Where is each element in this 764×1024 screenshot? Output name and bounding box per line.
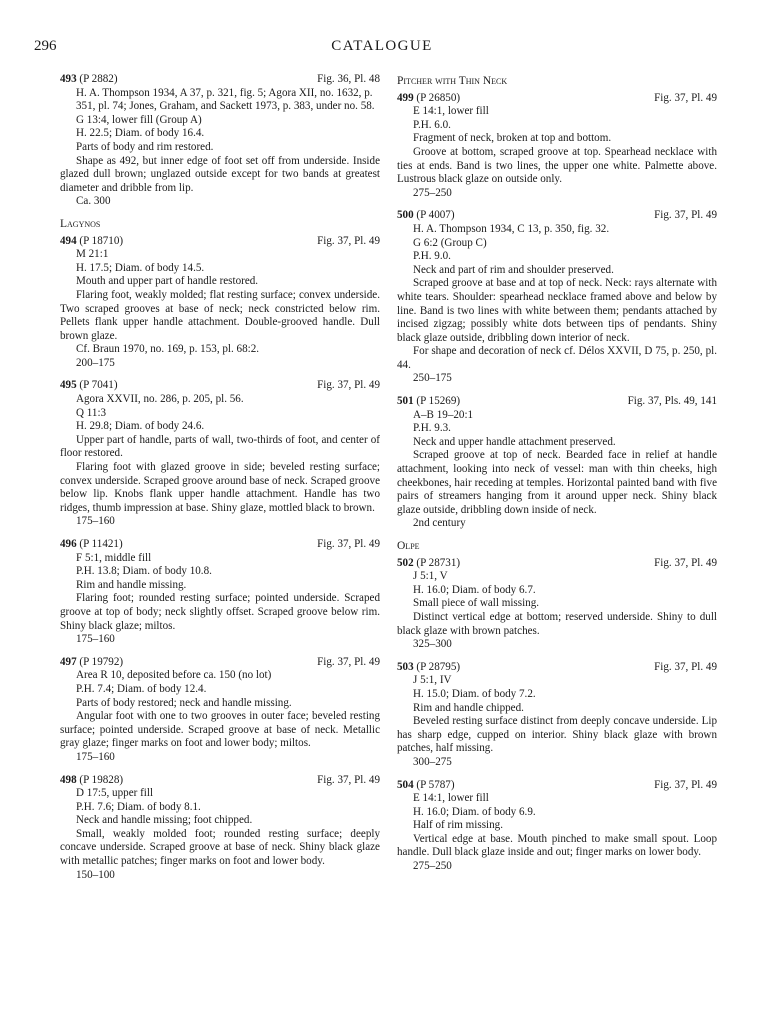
entry-line: H. 29.8; Diam. of body 24.6. (76, 420, 205, 433)
entry-line: Beveled resting surface distinct from deeply concave underside. Lip has sharp edge, cupped on interior. Shiny black glaze with brown patches, half missing. (397, 715, 717, 755)
entry-number: 499 (397, 91, 414, 104)
entry-line: 150–100 (76, 868, 115, 881)
entry-line: Shape as 492, but inner edge of foot set off from underside. Inside glazed dull brown; unglazed outside except for two bands at greatest diameter and dribble from lip. (60, 154, 380, 194)
left-column (60, 73, 380, 891)
entry-line: Parts of body and rim restored. (76, 140, 214, 153)
entry-line: Half of rim missing. (413, 819, 503, 832)
inventory-number: (P 7041) (79, 379, 118, 392)
figure-reference: Fig. 37, Pl. 49 (317, 538, 380, 550)
entry-id (397, 92, 460, 106)
entry-line: Ca. 300 (76, 195, 111, 208)
inventory-number: (P 28795) (416, 660, 461, 673)
entry-line: Scraped groove at top of neck. Bearded face in relief at handle attachment, looking into neck of vessel: man with thin cheeks, high cheekbones, hair receding at temples. Horizontal painted band with five pairs of streamers hanging from it around upper neck. Shiny black glaze outside, dribbling down inside of neck. (397, 449, 717, 516)
entry-line: H. 16.0; Diam. of body 6.9. (413, 805, 536, 818)
entry-id (60, 774, 123, 788)
entry-id (397, 209, 455, 223)
entry-heading (60, 73, 380, 87)
entry-id (60, 656, 123, 670)
entry-number: 496 (60, 538, 77, 550)
section-title: Olpe (397, 540, 420, 552)
entry-line: H. 22.5; Diam. of body 16.4. (76, 127, 205, 140)
catalogue-entry (60, 235, 380, 371)
entry-line: F 5:1, middle fill (76, 551, 152, 564)
catalogue-entry (397, 92, 717, 201)
catalogue-entry (397, 779, 717, 874)
figure-reference: Fig. 37, Pl. 49 (317, 655, 380, 668)
entry-line: Rim and handle chipped. (413, 701, 524, 714)
entry-line: H. 17.5; Diam. of body 14.5. (76, 261, 205, 274)
entry-line: Groove at bottom, scraped groove at top. Spearhead necklace with ties at ends. Band is two lines, the upper one white. Palmette above. Lustrous black glaze on outside only. (397, 145, 717, 186)
catalogue-entry (397, 395, 717, 531)
entry-heading (397, 557, 717, 571)
figure-reference: Fig. 37, Pl. 49 (654, 778, 717, 791)
section-title: Lagynos (60, 217, 101, 230)
figure-reference: Fig. 36, Pl. 48 (317, 73, 380, 85)
entry-heading (60, 538, 380, 552)
entry-line: Distinct vertical edge at bottom; reserved underside. Shiny to dull black glaze with brown patches. (397, 610, 717, 637)
entry-line: H. A. Thompson 1934, C 13, p. 350, fig. 32. (413, 222, 610, 235)
entry-heading (397, 209, 717, 223)
right-column (397, 73, 717, 883)
entry-line: 325–300 (413, 638, 452, 651)
entry-line: 175–160 (76, 750, 115, 763)
entry-number: 500 (397, 209, 414, 222)
entry-line: Rim and handle missing. (76, 578, 187, 591)
entry-number: 493 (60, 73, 77, 85)
entry-heading (397, 779, 717, 793)
figure-reference: Fig. 37, Pl. 49 (654, 91, 717, 104)
entry-line: Agora XXVII, no. 286, p. 205, pl. 56. (76, 393, 244, 406)
entry-number: 504 (397, 778, 414, 791)
entry-number: 495 (60, 379, 77, 392)
catalogue-entry (60, 538, 380, 647)
entry-line: Neck and part of rim and shoulder preserved. (413, 263, 614, 276)
entry-line: M 21:1 (76, 248, 109, 261)
catalogue-entry (60, 379, 380, 529)
entry-line: 275–250 (413, 860, 452, 873)
figure-reference: Fig. 37, Pl. 49 (317, 379, 380, 392)
entry-line: Flaring foot with glazed groove in side; beveled resting surface; convex underside. Scraped groove around base of neck. Scraped groove below lip. Knobs flank upper handle attachment. Handle has two ridges, thumb impression at base. Shiny glaze, mottled black to brown. (60, 461, 380, 514)
entry-heading (397, 92, 717, 106)
entry-line: J 5:1, V (413, 570, 448, 583)
figure-reference: Fig. 37, Pls. 49, 141 (627, 395, 717, 408)
entry-line: H. 15.0; Diam. of body 7.2. (413, 687, 536, 700)
entry-line: Vertical edge at base. Mouth pinched to make small spout. Loop handle. Dull black glaze inside and out; finger marks on lower body. (397, 832, 717, 859)
entry-id (60, 538, 123, 552)
entry-id (60, 379, 118, 393)
entry-id (397, 557, 460, 571)
figure-reference: Fig. 37, Pl. 49 (654, 660, 717, 673)
running-title: CATALOGUE (331, 38, 433, 54)
entry-number: 501 (397, 395, 414, 408)
entry-line: E 14:1, lower fill (413, 105, 489, 118)
entry-heading (397, 661, 717, 675)
entry-line: Parts of body restored; neck and handle missing. (76, 696, 292, 709)
inventory-number: (P 4007) (416, 209, 455, 222)
entry-number: 498 (60, 773, 77, 786)
entry-line: Scraped groove at base and at top of neck. Neck: rays alternate with white tears. Shoulder: spearhead necklace framed above and below by line. Band is two lines with white between them; pendants attached by incised zigzag; possibly white dots between tips of pendants. Shiny black glaze outside, dribbling down interior of neck. (397, 277, 717, 344)
entry-heading (397, 395, 717, 409)
entry-line: Q 11:3 (76, 406, 107, 419)
page-number: 296 (34, 38, 57, 54)
inventory-number: (P 19828) (79, 773, 124, 786)
entry-line: 300–275 (413, 755, 452, 768)
entry-line: Neck and handle missing; foot chipped. (76, 814, 253, 827)
figure-reference: Fig. 37, Pl. 49 (317, 773, 380, 786)
section-title: Pitcher with Thin Neck (397, 75, 508, 87)
entry-line: A–B 19–20:1 (413, 408, 474, 421)
inventory-number: (P 11421) (79, 538, 123, 550)
catalogue-entry (397, 557, 717, 652)
catalogue-entry (60, 73, 380, 209)
entry-line: P.H. 13.8; Diam. of body 10.8. (76, 565, 212, 578)
figure-reference: Fig. 37, Pl. 49 (654, 209, 717, 222)
entry-line: G 6:2 (Group C) (413, 236, 487, 249)
entry-line: 175–160 (76, 633, 115, 646)
entry-id (397, 661, 460, 675)
inventory-number: (P 2882) (79, 73, 118, 85)
entry-line: Flaring foot, weakly molded; flat resting surface; convex underside. Two scraped grooves at base of neck; neck constricted below rim. Pellets flank upper handle attachment. Double-grooved handle. Dull brown glaze. (60, 288, 380, 342)
catalogue-entry (60, 774, 380, 883)
catalogue-entry (397, 661, 717, 770)
entry-line: 250–175 (413, 372, 452, 385)
entry-heading (60, 379, 380, 393)
entry-line: Neck and upper handle attachment preserved. (413, 435, 616, 448)
entry-id (60, 73, 118, 87)
entry-line: P.H. 9.3. (413, 422, 451, 435)
entry-line: Small, weakly molded foot; rounded resting surface; deeply concave underside. Scraped groove at base of neck. Shiny black glaze with metallic patches; finger marks on foot and lower body. (60, 827, 380, 868)
entry-line: Area R 10, deposited before ca. 150 (no lot) (76, 669, 272, 682)
entry-line: Flaring foot; rounded resting surface; pointed underside. Scraped groove at top of body; neck slightly offset. Scraped groove below rim. Shiny black glaze; miltos. (60, 592, 380, 632)
entry-id (397, 779, 455, 793)
figure-reference: Fig. 37, Pl. 49 (317, 234, 380, 247)
entry-line: Cf. Braun 1970, no. 169, p. 153, pl. 68:2. (76, 343, 260, 356)
entry-line: D 17:5, upper fill (76, 787, 154, 800)
inventory-number: (P 28731) (416, 556, 461, 569)
entry-line: 175–160 (76, 515, 115, 528)
entry-heading (60, 235, 380, 249)
entry-number: 503 (397, 660, 414, 673)
inventory-number: (P 15269) (416, 395, 461, 408)
inventory-number: (P 26850) (416, 91, 461, 104)
entry-line: Upper part of handle, parts of wall, two-thirds of foot, and center of floor restored. (60, 433, 380, 460)
entry-line: Mouth and upper part of handle restored. (76, 275, 259, 288)
entry-line: P.H. 7.4; Diam. of body 12.4. (76, 682, 207, 695)
page-header (34, 38, 730, 58)
inventory-number: (P 5787) (416, 778, 455, 791)
catalogue-entry (397, 209, 717, 386)
entry-heading (60, 656, 380, 670)
entry-line: P.H. 9.0. (413, 250, 451, 263)
entry-line: 2nd century (413, 517, 466, 530)
inventory-number: (P 18710) (79, 234, 124, 247)
entry-line: For shape and decoration of neck cf. Délos XXVII, D 75, p. 250, pl. 44. (397, 345, 717, 371)
entry-line: Fragment of neck, broken at top and bottom. (413, 132, 612, 145)
entry-line: H. A. Thompson 1934, A 37, p. 321, fig. 5; Agora XII, no. 1632, p. 351, pl. 74; Jones, Graham, and Sackett 1973, p. 383, under no. 58. (76, 86, 375, 113)
entry-line: 275–250 (413, 186, 452, 199)
entry-number: 494 (60, 234, 77, 247)
entry-line: H. 16.0; Diam. of body 6.7. (413, 583, 536, 596)
entry-line: 200–175 (76, 356, 115, 369)
entry-number: 502 (397, 556, 414, 569)
entry-heading (60, 774, 380, 788)
entry-id (397, 395, 460, 409)
entry-line: Small piece of wall missing. (413, 597, 540, 610)
entry-line: E 14:1, lower fill (413, 792, 489, 805)
entry-line: G 13:4, lower fill (Group A) (76, 113, 202, 126)
entry-id (60, 235, 123, 249)
entry-line: P.H. 6.0. (413, 118, 451, 131)
inventory-number: (P 19792) (79, 655, 124, 668)
catalogue-entry (60, 656, 380, 765)
entry-line: Angular foot with one to two grooves in outer face; beveled resting surface; pointed underside. Scraped groove at base of neck. Metallic gray glaze; finger marks on foot and lower body; miltos. (60, 710, 380, 750)
figure-reference: Fig. 37, Pl. 49 (654, 556, 717, 569)
entry-line: P.H. 7.6; Diam. of body 8.1. (76, 800, 201, 813)
entry-number: 497 (60, 655, 77, 668)
entry-line: J 5:1, IV (413, 674, 452, 687)
